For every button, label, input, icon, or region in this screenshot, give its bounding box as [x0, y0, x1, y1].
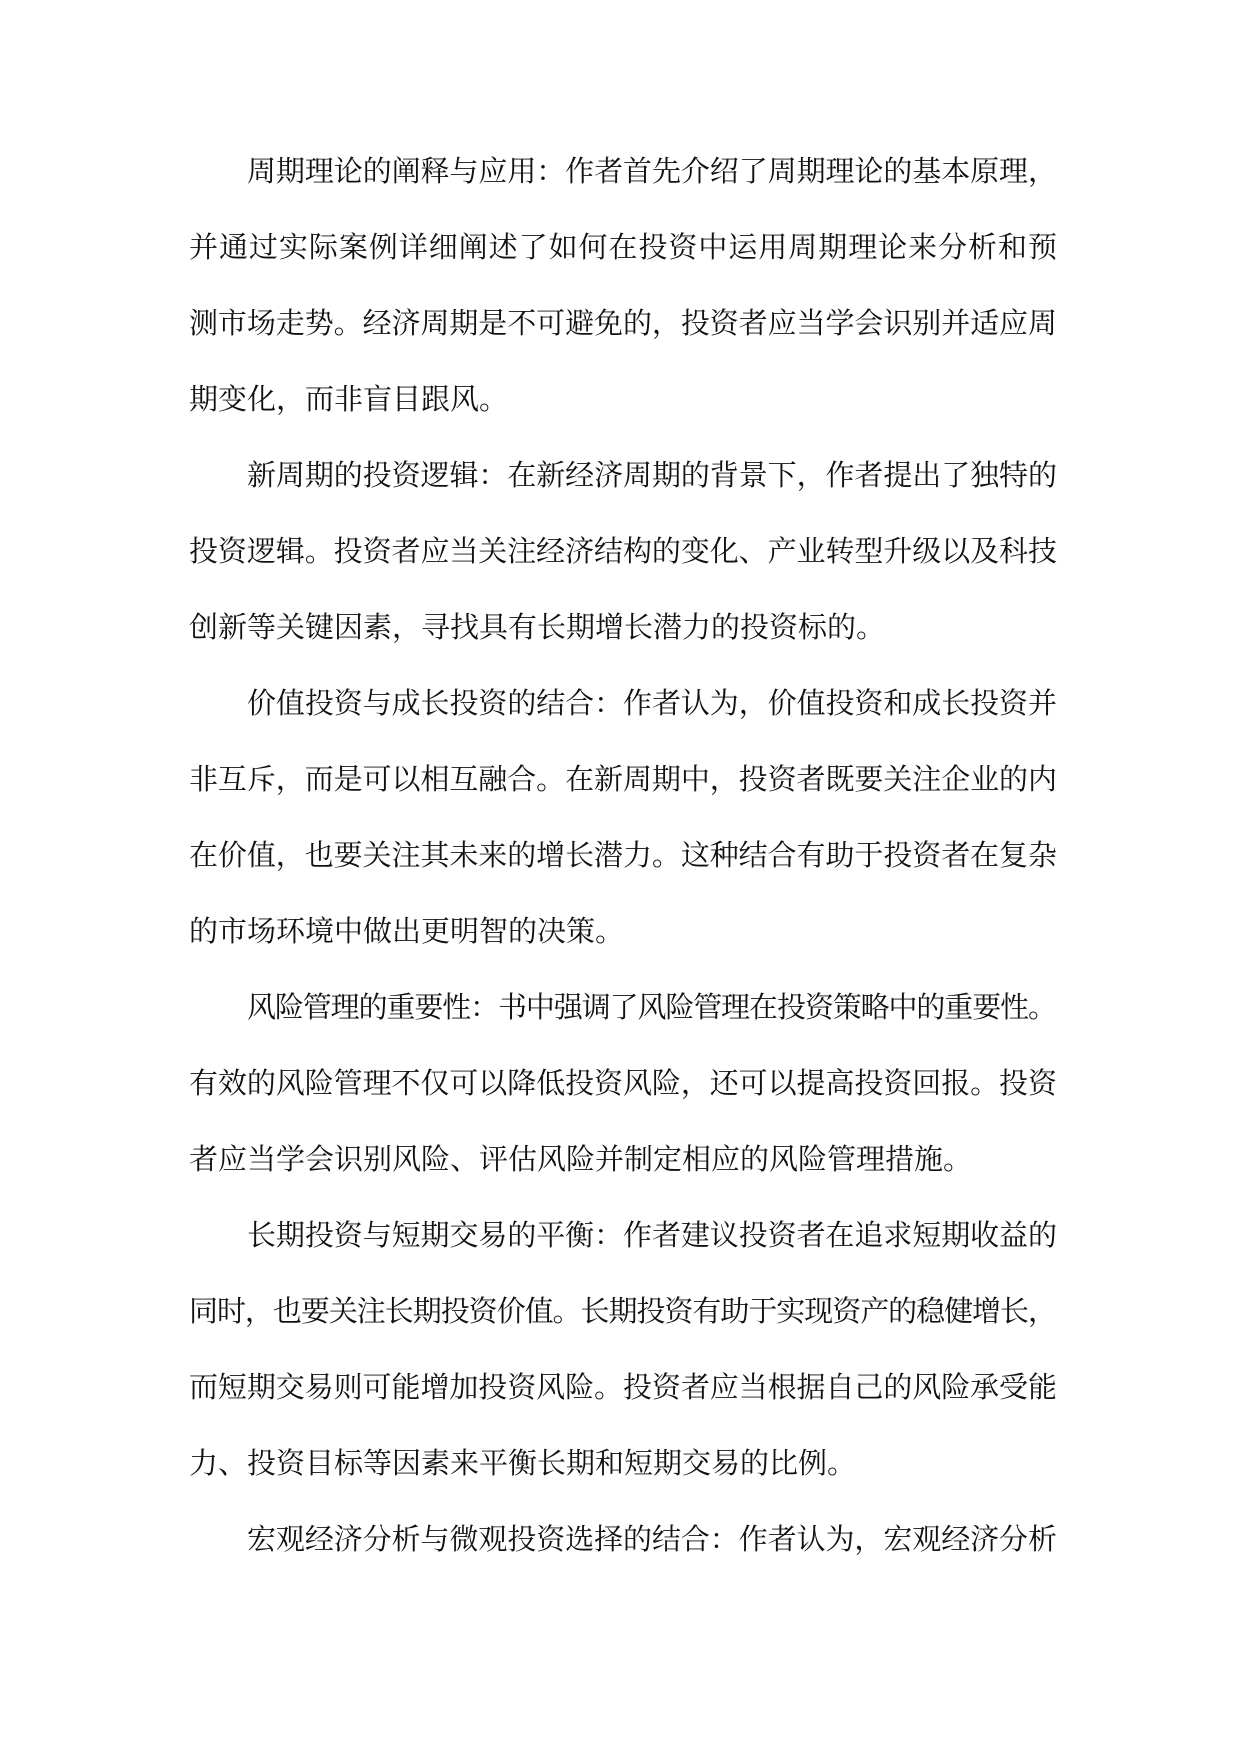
- paragraph-line: [189, 437, 1057, 513]
- paragraph-investment-logic: [189, 437, 1057, 665]
- line-text: 投资逻辑。投资者应当关注经济结构的变化、产业转型升级以及科技: [189, 534, 1057, 568]
- line-text: 长期投资与短期交易的平衡：作者建议投资者在追求短期收益的: [247, 1218, 1057, 1252]
- line-text: 非互斥，而是可以相互融合。在新周期中，投资者既要关注企业的内: [189, 762, 1057, 796]
- paragraph-line: [189, 969, 1057, 1045]
- paragraph-line: [189, 741, 1057, 817]
- paragraph-line: [189, 361, 1057, 437]
- paragraph-cycle-theory: [189, 133, 1057, 437]
- line-text: 而短期交易则可能增加投资风险。投资者应当根据自己的风险承受能: [189, 1370, 1057, 1404]
- line-text: 测市场走势。经济周期是不可避免的，投资者应当学会识别并适应周: [189, 306, 1057, 340]
- paragraph-line: [189, 1425, 1057, 1501]
- paragraph-line: [189, 1501, 1057, 1577]
- paragraph-line: [189, 893, 1057, 969]
- paragraph-line: [189, 1197, 1057, 1273]
- paragraph-value-growth: [189, 665, 1057, 969]
- document-body: [189, 133, 1057, 1577]
- line-text: 宏观经济分析与微观投资选择的结合：作者认为，宏观经济分析: [247, 1522, 1057, 1556]
- line-text: 者应当学会识别风险、评估风险并制定相应的风险管理措施。: [189, 1142, 973, 1176]
- paragraph-line: [189, 133, 1057, 209]
- paragraph-line: [189, 513, 1057, 589]
- paragraph-line: [189, 1349, 1057, 1425]
- line-text: 同时，也要关注长期投资价值。长期投资有助于实现资产的稳健增长，: [189, 1294, 1056, 1328]
- paragraph-line: [189, 1121, 1057, 1197]
- line-text: 价值投资与成长投资的结合：作者认为，价值投资和成长投资并: [247, 686, 1057, 720]
- paragraph-line: [189, 589, 1057, 665]
- line-text: 周期理论的阐释与应用：作者首先介绍了周期理论的基本原理，: [247, 154, 1057, 188]
- line-text: 新周期的投资逻辑：在新经济周期的背景下，作者提出了独特的: [247, 458, 1057, 492]
- paragraph-long-short-balance: [189, 1197, 1057, 1501]
- paragraph-line: [189, 285, 1057, 361]
- line-text: 有效的风险管理不仅可以降低投资风险，还可以提高投资回报。投资: [189, 1066, 1057, 1100]
- line-text: 风险管理的重要性：书中强调了风险管理在投资策略中的重要性。: [247, 990, 1056, 1024]
- paragraph-line: [189, 1045, 1057, 1121]
- line-text: 力、投资目标等因素来平衡长期和短期交易的比例。: [189, 1446, 857, 1480]
- line-text: 创新等关键因素，寻找具有长期增长潜力的投资标的。: [189, 610, 886, 644]
- paragraph-line: [189, 817, 1057, 893]
- line-text: 在价值，也要关注其未来的增长潜力。这种结合有助于投资者在复杂: [189, 838, 1057, 872]
- paragraph-line: [189, 1273, 1057, 1349]
- line-text: 的市场环境中做出更明智的决策。: [189, 914, 625, 948]
- paragraph-risk-management: [189, 969, 1057, 1197]
- paragraph-line: [189, 665, 1057, 741]
- line-text: 并通过实际案例详细阐述了如何在投资中运用周期理论来分析和预: [189, 230, 1058, 264]
- paragraph-line: [189, 209, 1057, 285]
- line-text: 期变化，而非盲目跟风。: [189, 382, 509, 416]
- paragraph-macro-micro: [189, 1501, 1057, 1577]
